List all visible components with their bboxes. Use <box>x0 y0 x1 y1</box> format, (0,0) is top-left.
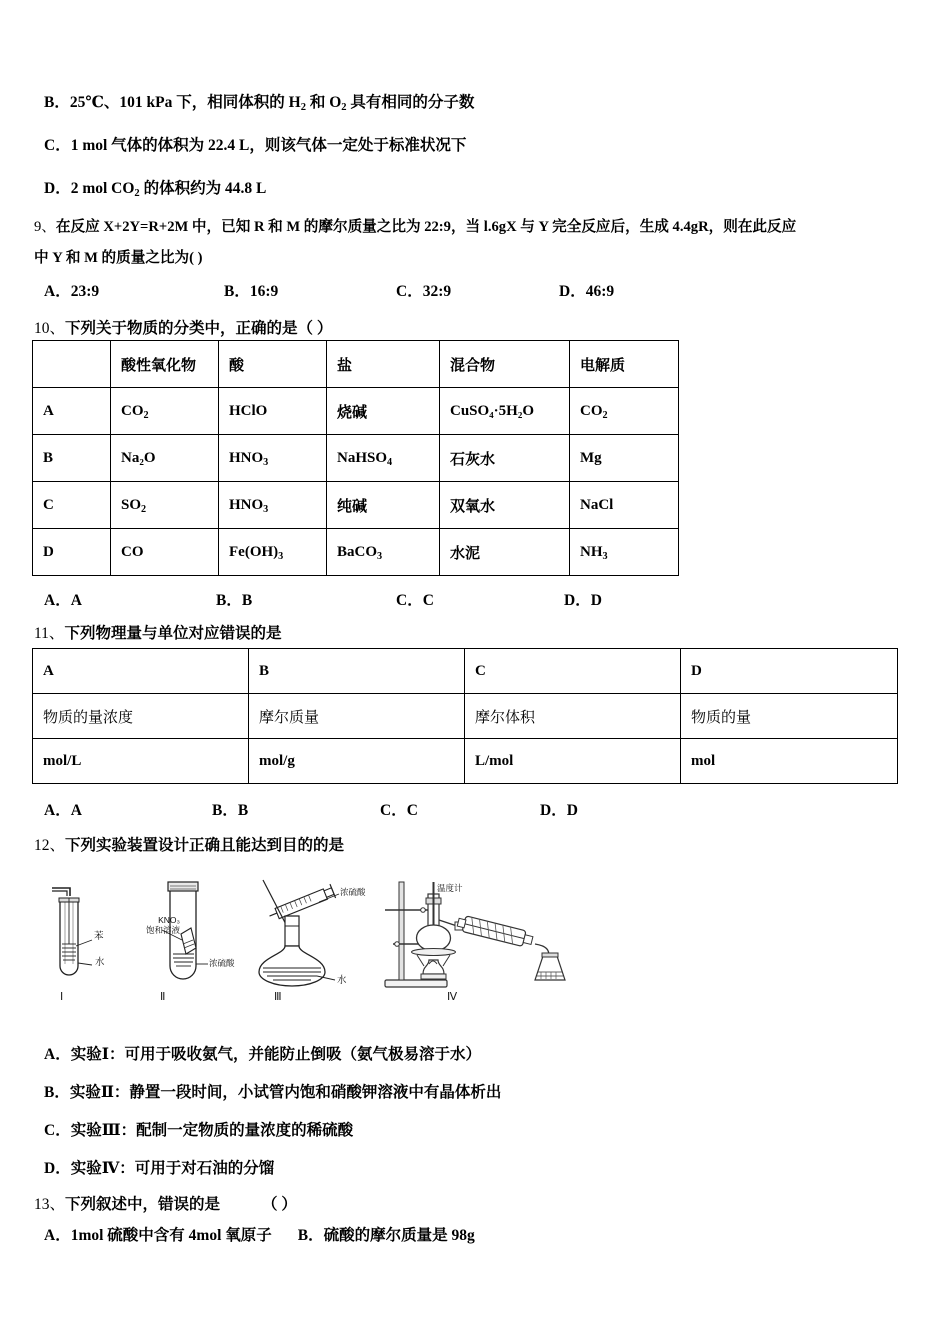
q9-option-b[interactable] <box>224 279 396 301</box>
cell-a-4 <box>440 388 570 435</box>
units-header-c: C <box>465 649 681 694</box>
q10-option-d-text: D <box>590 592 602 609</box>
q13-option-b[interactable] <box>298 1227 475 1244</box>
quantity-cell-a: 物质的量浓度 <box>33 694 249 739</box>
table-row <box>33 694 898 739</box>
apparatus-1-label-benzene: 苯 <box>94 931 104 942</box>
q9-stem-text-2: 中 Y 和 M 的质量之比为( ) <box>34 250 203 266</box>
apparatus-figures <box>32 872 592 1017</box>
unit-cell-d: mol <box>681 739 898 784</box>
table-row <box>33 739 898 784</box>
q10-option-d[interactable] <box>564 588 602 610</box>
apparatus-2-label-kno3 <box>135 916 180 936</box>
cell-a-5-text: CO <box>580 402 603 419</box>
q9-options <box>44 279 614 301</box>
q12-option-d[interactable] <box>44 1161 274 1177</box>
q9-option-a-label: A． <box>44 283 71 300</box>
q12-option-c[interactable] <box>44 1123 353 1139</box>
cell-d-3 <box>327 529 440 576</box>
q10-option-b-label: B． <box>216 592 242 609</box>
cell-a-5 <box>570 388 679 435</box>
cell-d-2-sub: 3 <box>278 550 284 562</box>
cell-a-3 <box>327 388 440 435</box>
q13-options <box>44 1228 475 1244</box>
q12-option-a[interactable] <box>44 1047 481 1063</box>
apparatus-4-caption: Ⅳ <box>447 991 458 1003</box>
cell-a-1-sub: 2 <box>143 409 149 421</box>
cell-d-1 <box>111 529 219 576</box>
table-row <box>33 435 679 482</box>
cell-c-5-text: NaCl <box>580 496 614 513</box>
cell-d-1-text: CO <box>121 543 144 560</box>
q10-options <box>44 588 602 610</box>
q13-option-b-label: B． <box>297 1227 324 1244</box>
q10-option-b[interactable] <box>216 588 396 610</box>
q10-option-a[interactable] <box>44 588 216 610</box>
units-header-b: B <box>249 649 465 694</box>
cell-c-4 <box>440 482 570 529</box>
q9-stem-line2 <box>34 246 202 267</box>
unit-cell-b: mol/g <box>249 739 465 784</box>
cell-c-2 <box>219 482 327 529</box>
table-row <box>33 482 679 529</box>
q10-stem-text: 下列关于物质的分类中，正确的是（ ） <box>65 320 333 337</box>
quantity-cell-c: 摩尔体积 <box>465 694 681 739</box>
q11-option-a-text: A <box>70 802 82 819</box>
q11-option-c[interactable] <box>380 798 540 820</box>
cell-a-2 <box>219 388 327 435</box>
apparatus-3-label-water: 水 <box>337 975 347 986</box>
q9-option-b-text: 16:9 <box>249 283 279 300</box>
cell-b-4 <box>440 435 570 482</box>
q11-options <box>44 798 578 820</box>
cell-a-4-text: CuSO₄·5H₂O <box>450 402 535 419</box>
cell-c-5 <box>570 482 679 529</box>
cell-d-4-text: 水泥 <box>450 545 481 562</box>
q10-stem <box>34 316 332 338</box>
q13-stem-text: 下列叙述中，错误的是 <box>65 1196 221 1213</box>
q9-number: 9、 <box>34 219 56 235</box>
row-key-d: D <box>33 529 111 576</box>
cell-d-3-sub: 3 <box>377 550 383 562</box>
unit-cell-a: mol/L <box>33 739 249 784</box>
unit-cell-c: L/mol <box>465 739 681 784</box>
cell-a-1 <box>111 388 219 435</box>
q8-option-c-label: C． <box>44 137 71 154</box>
cell-b-2-text: HNO <box>229 449 264 466</box>
q12-option-a-label: A． <box>44 1046 71 1063</box>
header-cell-blank <box>33 341 111 388</box>
q8-option-d-label: D． <box>44 180 71 197</box>
q13-stem-paren: （ ） <box>262 1196 297 1213</box>
table-header-row <box>33 341 679 388</box>
q9-option-c-label: C． <box>396 283 423 300</box>
classification-table <box>32 340 679 576</box>
cell-b-3-sub: 4 <box>387 456 393 468</box>
cell-a-2-text: HClO <box>229 402 268 419</box>
cell-d-2-text: Fe(OH) <box>229 543 279 560</box>
q10-option-c-label: C． <box>396 592 423 609</box>
apparatus-2-label-saturated-text: 饱和溶液 <box>145 924 180 935</box>
cell-d-2 <box>219 529 327 576</box>
q11-option-c-text: C <box>406 802 418 819</box>
q12-option-d-text: 实验Ⅳ：可用于对石油的分馏 <box>70 1160 275 1177</box>
cell-b-2 <box>219 435 327 482</box>
q8-option-b <box>44 95 474 111</box>
q9-stem-text-1: 在反应 X+2Y=R+2M 中，已知 R 和 M 的摩尔质量之比为 22:9，当 l.6gX 与 Y 完全反应后，生成 4.4gR，则在此反应 <box>55 219 797 235</box>
quantity-cell-b: 摩尔质量 <box>249 694 465 739</box>
q11-option-a-label: A． <box>44 802 71 819</box>
cell-c-4-text: 双氧水 <box>450 498 496 515</box>
q11-number: 11、 <box>34 625 65 642</box>
header-cell-electrolyte: 电解质 <box>570 341 679 388</box>
q10-number: 10、 <box>34 320 66 337</box>
row-key-c: C <box>33 482 111 529</box>
q10-option-a-text: A <box>70 592 82 609</box>
apparatus-2-caption: Ⅱ <box>160 991 166 1003</box>
q9-option-d-text: 46:9 <box>585 283 615 300</box>
quantity-cell-d: 物质的量 <box>681 694 898 739</box>
apparatus-2-label-sulfuric-acid: 浓硫酸 <box>209 958 235 968</box>
q8-option-d-text-1: 2 mol CO <box>70 180 135 197</box>
cell-b-3-text: NaHSO <box>337 449 388 466</box>
cell-b-1-text: Na₂O <box>121 449 156 466</box>
header-cell-acid: 酸 <box>219 341 327 388</box>
cell-b-1 <box>111 435 219 482</box>
table-row <box>33 388 679 435</box>
q12-option-d-label: D． <box>44 1160 71 1177</box>
cell-b-3 <box>327 435 440 482</box>
q8-option-b-label: B． <box>44 94 70 111</box>
q9-option-d[interactable] <box>559 279 614 301</box>
q11-option-d-label: D． <box>540 802 567 819</box>
q12-stem-text: 下列实验装置设计正确且能达到目的的是 <box>65 837 345 854</box>
q13-option-a[interactable] <box>44 1227 272 1244</box>
q8-option-d-sub-1: 2 <box>134 187 140 199</box>
q8-option-b-text-3: 具有相同的分子数 <box>346 94 475 111</box>
apparatus-3-label-sulfuric-acid: 浓硫酸 <box>340 887 366 897</box>
cell-b-5-text: Mg <box>580 449 602 466</box>
cell-c-1-text: SO <box>121 496 142 513</box>
q11-option-a[interactable] <box>44 798 212 820</box>
apparatus-figure-4 <box>377 876 577 996</box>
q12-stem <box>34 833 344 855</box>
q9-option-b-label: B． <box>224 283 250 300</box>
q8-option-b-sub-1: 2 <box>300 101 306 113</box>
cell-d-5-sub: 3 <box>602 550 608 562</box>
cell-d-3-text: BaCO <box>337 543 378 560</box>
q9-option-c-text: 32:9 <box>422 283 452 300</box>
cell-a-1-text: CO <box>121 402 144 419</box>
q13-stem <box>34 1192 297 1214</box>
q9-stem-line1 <box>34 215 796 236</box>
cell-b-5 <box>570 435 679 482</box>
apparatus-3-caption: Ⅲ <box>274 991 282 1003</box>
cell-d-5-text: NH <box>580 543 603 560</box>
apparatus-4-label-thermometer: 温度计 <box>437 883 463 893</box>
q11-option-b[interactable] <box>212 798 380 820</box>
q12-option-c-text: 实验Ⅲ：配制一定物质的量浓度的稀硫酸 <box>70 1122 354 1139</box>
q8-option-b-text-1: 25℃、101 kPa 下，相同体积的 H <box>69 94 301 111</box>
q8-option-d <box>44 181 266 197</box>
q11-option-c-label: C． <box>380 802 407 819</box>
q9-option-a-text: 23:9 <box>70 283 100 300</box>
q11-option-b-label: B． <box>212 802 238 819</box>
apparatus-2-label-kno3-text: KNO₃ <box>158 915 180 925</box>
table-header-row <box>33 649 898 694</box>
q12-option-c-label: C． <box>44 1122 71 1139</box>
q12-number: 12、 <box>34 837 66 854</box>
apparatus-1-label-water: 水 <box>95 957 105 968</box>
q11-stem-text: 下列物理量与单位对应错误的是 <box>64 625 282 642</box>
cell-d-4 <box>440 529 570 576</box>
q10-option-b-text: B <box>241 592 253 609</box>
cell-c-3 <box>327 482 440 529</box>
row-key-a: A <box>33 388 111 435</box>
q13-option-a-label: A． <box>44 1227 71 1244</box>
units-table <box>32 648 898 784</box>
q10-option-a-label: A． <box>44 592 71 609</box>
cell-d-5 <box>570 529 679 576</box>
units-header-d: D <box>681 649 898 694</box>
q10-option-c[interactable] <box>396 588 564 610</box>
q13-option-a-text: 1mol 硫酸中含有 4mol 氧原子 <box>70 1227 272 1244</box>
q8-option-b-sub-2: 2 <box>341 101 347 113</box>
table-row <box>33 529 679 576</box>
cell-c-1-sub: 2 <box>141 503 147 515</box>
cell-c-3-text: 纯碱 <box>337 498 368 515</box>
cell-b-2-sub: 3 <box>263 456 269 468</box>
q13-number: 13、 <box>34 1196 66 1213</box>
q10-option-c-text: C <box>422 592 434 609</box>
q12-option-b-text: 实验Ⅱ：静置一段时间，小试管内饱和硝酸钾溶液中有晶体析出 <box>69 1084 502 1101</box>
header-cell-salt: 盐 <box>327 341 440 388</box>
cell-c-2-text: HNO <box>229 496 264 513</box>
q8-option-d-text-2: 的体积约为 44.8 L <box>139 180 267 197</box>
q13-option-b-text: 硫酸的摩尔质量是 98g <box>323 1227 475 1244</box>
cell-b-4-text: 石灰水 <box>450 451 496 468</box>
q9-option-a[interactable] <box>44 279 224 301</box>
q11-stem <box>34 621 281 643</box>
cell-c-1 <box>111 482 219 529</box>
q12-option-b-label: B． <box>44 1084 70 1101</box>
q8-option-b-text-2: 和 O <box>305 94 342 111</box>
q11-option-d[interactable] <box>540 798 578 820</box>
units-header-a: A <box>33 649 249 694</box>
apparatus-figure-1 <box>32 878 142 988</box>
q12-option-a-text: 实验Ⅰ：可用于吸收氨气，并能防止倒吸（氨气极易溶于水） <box>70 1046 481 1063</box>
cell-a-3-text: 烧碱 <box>337 404 368 421</box>
q8-option-c <box>44 138 466 154</box>
row-key-b: B <box>33 435 111 482</box>
header-cell-mixture: 混合物 <box>440 341 570 388</box>
q11-option-d-text: D <box>566 802 578 819</box>
q11-option-b-text: B <box>237 802 249 819</box>
q9-option-d-label: D． <box>559 283 586 300</box>
apparatus-1-caption: Ⅰ <box>60 991 64 1003</box>
q10-option-d-label: D． <box>564 592 591 609</box>
q9-option-c[interactable] <box>396 279 559 301</box>
q12-option-b[interactable] <box>44 1085 501 1101</box>
cell-c-2-sub: 3 <box>263 503 269 515</box>
header-cell-acidic-oxide: 酸性氧化物 <box>111 341 219 388</box>
q8-option-c-text: 1 mol 气体的体积为 22.4 L，则该气体一定处于标准状况下 <box>70 137 467 154</box>
cell-a-5-sub: 2 <box>602 409 608 421</box>
